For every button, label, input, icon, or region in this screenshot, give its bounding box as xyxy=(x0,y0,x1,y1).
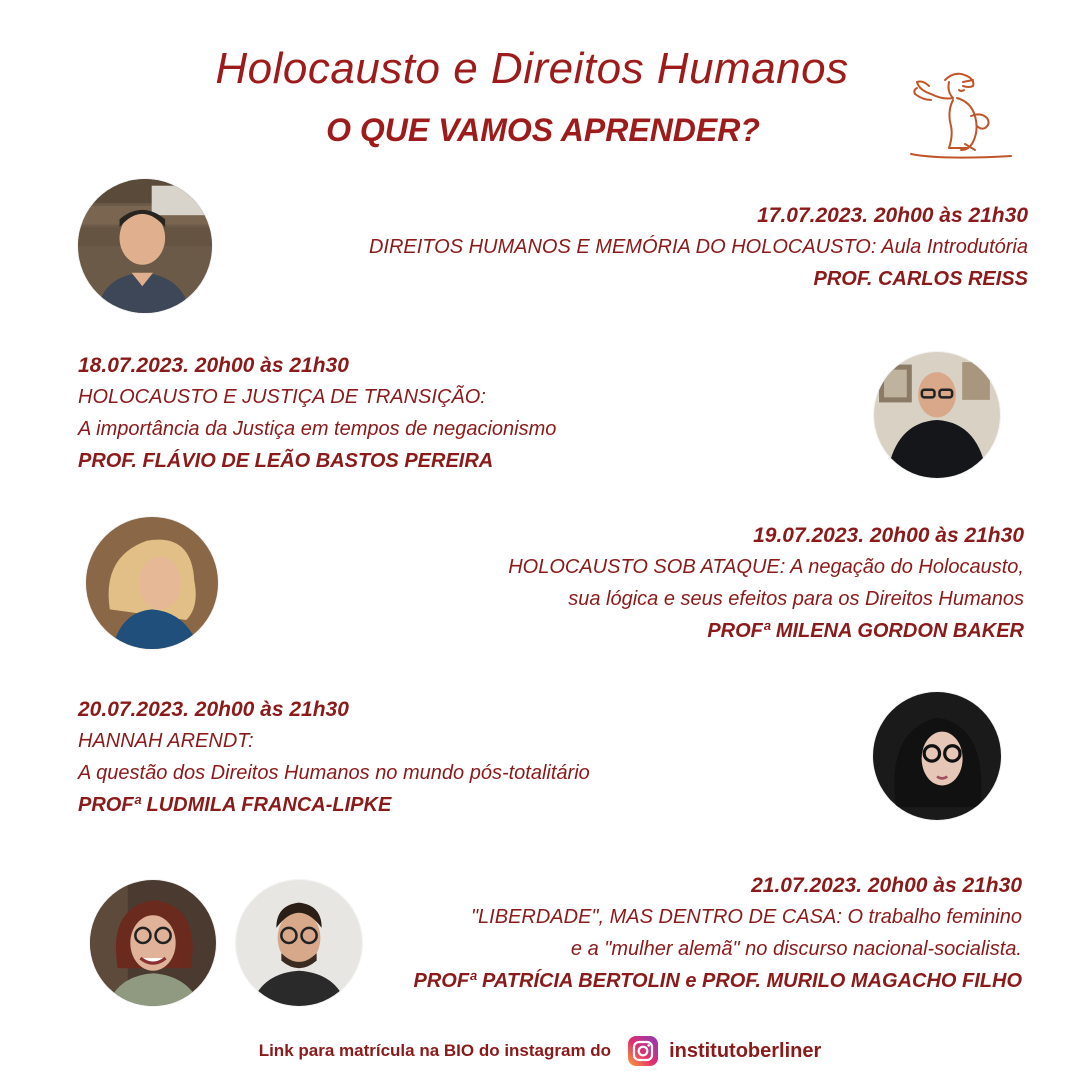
speaker-photo-patricia-bertolin xyxy=(90,880,216,1006)
session-topic-subtitle: A importância da Justiça em tempos de negacionismo xyxy=(78,418,557,440)
session-date: 19.07.2023. 20h00 às 21h30 xyxy=(753,524,1024,547)
speaker-photo-carlos-reiss xyxy=(78,179,212,313)
instagram-icon xyxy=(627,1035,659,1067)
bear-logo-icon xyxy=(905,66,1015,166)
session-professor: PROFª MILENA GORDON BAKER xyxy=(707,620,1024,642)
session-date: 21.07.2023. 20h00 às 21h30 xyxy=(751,874,1022,897)
session-topic-subtitle: sua lógica e seus efeitos para os Direitos Humanos xyxy=(568,588,1024,610)
session-topic-subtitle: A questão dos Direitos Humanos no mundo pós-totalitário xyxy=(78,762,590,784)
session-5 xyxy=(262,870,1022,997)
session-3 xyxy=(264,520,1024,647)
session-professor: PROF. CARLOS REISS xyxy=(813,268,1028,290)
session-date: 18.07.2023. 20h00 às 21h30 xyxy=(78,354,349,377)
speaker-photo-flavio-pereira xyxy=(874,352,1000,478)
session-topic: HANNAH ARENDT: xyxy=(78,730,254,752)
session-topic: "LIBERDADE", MAS DENTRO DE CASA: O trabalho feminino xyxy=(470,906,1022,928)
session-professor: PROFª LUDMILA FRANCA-LIPKE xyxy=(78,794,392,816)
session-1 xyxy=(268,200,1028,295)
page-subtitle: O QUE VAMOS APRENDER? xyxy=(326,112,760,148)
footer-text: Link para matrícula na BIO do instagram do xyxy=(258,1041,612,1060)
session-2 xyxy=(78,350,838,477)
session-4 xyxy=(78,694,838,821)
session-topic: HOLOCAUSTO E JUSTIÇA DE TRANSIÇÃO: xyxy=(78,386,486,408)
session-date: 20.07.2023. 20h00 às 21h30 xyxy=(78,698,349,721)
session-professor: PROFª PATRÍCIA BERTOLIN e PROF. MURILO MAGACHO FILHO xyxy=(413,970,1022,992)
speaker-photo-ludmila-franca-lipke xyxy=(873,692,1001,820)
session-topic: DIREITOS HUMANOS E MEMÓRIA DO HOLOCAUSTO: Aula Introdutória xyxy=(368,236,1028,258)
session-topic: HOLOCAUSTO SOB ATAQUE: A negação do Holocausto, xyxy=(508,556,1024,578)
session-topic-subtitle: e a "mulher alemã" no discurso nacional-socialista. xyxy=(570,938,1022,960)
instagram-handle-link[interactable]: institutoberliner xyxy=(669,1039,822,1062)
page-title: Holocausto e Direitos Humanos xyxy=(215,44,849,93)
session-date: 17.07.2023. 20h00 às 21h30 xyxy=(757,204,1028,227)
footer xyxy=(0,1034,1080,1068)
session-professor: PROF. FLÁVIO DE LEÃO BASTOS PEREIRA xyxy=(78,450,494,472)
speaker-photo-milena-baker xyxy=(86,517,218,649)
